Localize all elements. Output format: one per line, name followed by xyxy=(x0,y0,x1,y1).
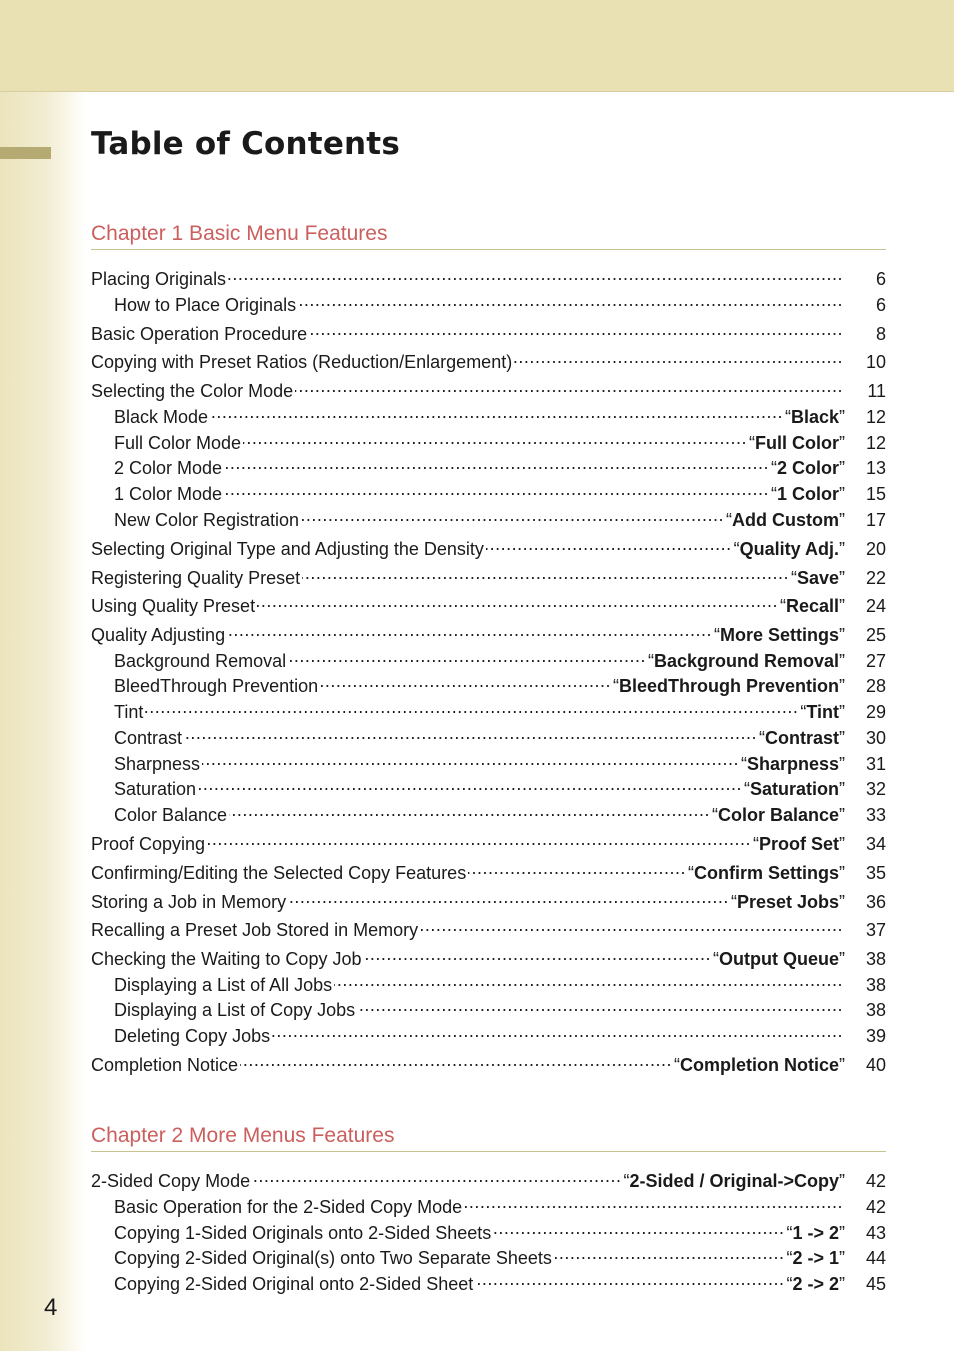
entry-title: Selecting Original Type and Adjusting the Density xyxy=(91,539,484,559)
entry-title: 1 Color Mode xyxy=(114,484,223,504)
header-band xyxy=(0,0,954,92)
dot-leader xyxy=(198,773,742,795)
chapter-heading-1 xyxy=(91,222,886,250)
toc-entry[interactable] xyxy=(91,562,886,588)
entry-page-number: 28 xyxy=(865,676,886,696)
page-number: 4 xyxy=(44,1294,58,1321)
toc-entry[interactable] xyxy=(91,1165,886,1191)
toc-entry[interactable] xyxy=(91,504,886,530)
entry-title: Deleting Copy Jobs xyxy=(114,1026,271,1046)
menu-key: “Add Custom” xyxy=(726,510,845,530)
dot-leader xyxy=(295,375,843,397)
toc-entry[interactable] xyxy=(91,427,886,453)
entry-title: Confirming/Editing the Selected Copy Features xyxy=(91,863,467,883)
entry-page-number: 36 xyxy=(865,892,886,912)
chapter-heading-2 xyxy=(91,1124,886,1152)
entry-title: 2-Sided Copy Mode xyxy=(91,1171,251,1191)
entry-page-number: 35 xyxy=(865,863,886,883)
entry-title: Black Mode xyxy=(114,407,209,427)
entry-page-number: 29 xyxy=(865,702,886,722)
dot-leader xyxy=(272,1020,843,1042)
menu-key-label: Recall xyxy=(785,596,839,616)
menu-key-label: Output Queue xyxy=(719,949,839,969)
entry-page-number: 38 xyxy=(865,1000,886,1020)
toc-entry[interactable] xyxy=(91,943,886,969)
entry-title: Copying 1-Sided Originals onto 2-Sided Sheets xyxy=(114,1223,492,1243)
menu-key: “Quality Adj.” xyxy=(733,539,845,559)
entry-page-number: 32 xyxy=(865,779,886,799)
entry-title: Saturation xyxy=(114,779,197,799)
entry-page-number: 38 xyxy=(865,975,886,995)
menu-key-label: Sharpness xyxy=(746,754,839,774)
toc-entry[interactable] xyxy=(91,533,886,559)
dot-leader xyxy=(210,401,783,423)
toc-entry[interactable] xyxy=(91,773,886,799)
dot-leader xyxy=(288,645,646,667)
menu-key-label: 2 Color xyxy=(776,458,839,478)
menu-key-label: Save xyxy=(796,568,839,588)
dot-leader xyxy=(302,562,789,584)
dot-leader xyxy=(224,478,769,500)
entry-page-number: 39 xyxy=(865,1026,886,1046)
entry-title: 2 Color Mode xyxy=(114,458,223,478)
menu-key-label: Completion Notice xyxy=(679,1055,839,1075)
entry-title: How to Place Originals xyxy=(114,295,297,315)
menu-key-label: Background Removal xyxy=(653,651,839,671)
dot-leader xyxy=(184,722,757,744)
menu-key: “More Settings” xyxy=(713,625,845,645)
entry-title: Basic Operation for the 2-Sided Copy Mode xyxy=(114,1197,463,1217)
menu-key: “2 Color” xyxy=(770,458,845,478)
menu-key-label: Quality Adj. xyxy=(739,539,839,559)
entry-title: Copying with Preset Ratios (Reduction/Enlargement) xyxy=(91,352,513,372)
menu-key-label: Contrast xyxy=(764,728,839,748)
toc-entry[interactable] xyxy=(91,696,886,722)
entry-title: Placing Originals xyxy=(91,269,227,289)
entry-title: Checking the Waiting to Copy Job xyxy=(91,949,362,969)
chapter-title: Chapter 2 More Menus Features xyxy=(91,1124,395,1147)
entry-title: Recalling a Preset Job Stored in Memory xyxy=(91,920,419,940)
menu-key: “Save” xyxy=(790,568,845,588)
menu-key-label: More Settings xyxy=(719,625,839,645)
entry-page-number: 44 xyxy=(865,1248,886,1268)
toc-entry[interactable] xyxy=(91,670,886,696)
menu-key-label: Proof Set xyxy=(758,834,839,854)
menu-key: “Black” xyxy=(784,407,845,427)
toc-entry[interactable] xyxy=(91,1242,886,1268)
toc-entry[interactable] xyxy=(91,748,886,774)
toc-entry[interactable] xyxy=(91,590,886,616)
entry-page-number: 13 xyxy=(865,458,886,478)
entry-page-number: 6 xyxy=(875,295,886,315)
menu-key: “Color Balance” xyxy=(711,805,845,825)
entry-title: Displaying a List of Copy Jobs xyxy=(114,1000,356,1020)
dot-leader xyxy=(298,289,843,311)
dot-leader xyxy=(207,828,751,850)
chapter-title: Chapter 1 Basic Menu Features xyxy=(91,222,388,245)
dot-leader xyxy=(229,799,710,821)
toc-entry[interactable] xyxy=(91,1020,886,1046)
menu-key-label: 2-Sided / Original->Copy xyxy=(629,1171,839,1191)
dot-leader xyxy=(486,533,732,555)
entry-page-number: 42 xyxy=(865,1197,886,1217)
menu-key-label: Preset Jobs xyxy=(736,892,839,912)
menu-key-label: Tint xyxy=(806,702,839,722)
menu-key: “Saturation” xyxy=(743,779,845,799)
dot-leader xyxy=(464,1191,843,1213)
dot-leader xyxy=(554,1242,785,1264)
entry-title: Color Balance xyxy=(114,805,228,825)
toc-entry[interactable] xyxy=(91,857,886,883)
entry-title: Displaying a List of All Jobs xyxy=(114,975,333,995)
entry-page-number: 10 xyxy=(865,352,886,372)
dot-leader xyxy=(240,1049,672,1071)
entry-title: Registering Quality Preset xyxy=(91,568,301,588)
menu-key: “Background Removal” xyxy=(647,651,845,671)
entry-page-number: 17 xyxy=(865,510,886,530)
toc-entry[interactable] xyxy=(91,645,886,671)
dot-leader xyxy=(224,452,769,474)
entry-page-number: 22 xyxy=(865,568,886,588)
entry-page-number: 34 xyxy=(865,834,886,854)
toc-entry[interactable] xyxy=(91,318,886,344)
menu-key: “Preset Jobs” xyxy=(730,892,845,912)
entry-page-number: 45 xyxy=(865,1274,886,1294)
entry-title: Background Removal xyxy=(114,651,287,671)
menu-key: “Output Queue” xyxy=(713,949,845,969)
entry-page-number: 31 xyxy=(865,754,886,774)
entry-page-number: 27 xyxy=(865,651,886,671)
toc-entry[interactable] xyxy=(91,799,886,825)
entry-title: Storing a Job in Memory xyxy=(91,892,287,912)
toc-entry[interactable] xyxy=(91,886,886,912)
entry-title: Contrast xyxy=(114,728,183,748)
dot-leader xyxy=(228,263,843,285)
menu-key-label: Add Custom xyxy=(732,510,839,530)
menu-key-label: Confirm Settings xyxy=(693,863,839,883)
entry-title: BleedThrough Prevention xyxy=(114,676,319,696)
entry-title: Copying 2-Sided Original(s) onto Two Separate Sheets xyxy=(114,1248,552,1268)
title-marker xyxy=(0,147,51,159)
dot-leader xyxy=(468,857,686,879)
dot-leader xyxy=(420,914,843,936)
toc-entry[interactable] xyxy=(91,969,886,995)
entry-page-number: 20 xyxy=(865,539,886,559)
toc-entry[interactable] xyxy=(91,478,886,504)
entry-page-number: 15 xyxy=(865,484,886,504)
entry-title: Proof Copying xyxy=(91,834,206,854)
toc-entry[interactable] xyxy=(91,1049,886,1075)
menu-key: “Completion Notice” xyxy=(673,1055,845,1075)
dot-leader xyxy=(493,1217,784,1239)
entry-title: Full Color Mode xyxy=(114,433,242,453)
toc-entry[interactable] xyxy=(91,1268,886,1294)
toc-entry[interactable] xyxy=(91,828,886,854)
entry-page-number: 12 xyxy=(865,407,886,427)
menu-key: “2 -> 2” xyxy=(786,1274,845,1294)
dot-leader xyxy=(475,1268,784,1290)
entry-page-number: 12 xyxy=(865,433,886,453)
menu-key-label: 2 -> 2 xyxy=(792,1274,839,1294)
side-band xyxy=(0,92,86,1351)
entry-page-number: 24 xyxy=(865,596,886,616)
dot-leader xyxy=(301,504,724,526)
menu-key: “Confirm Settings” xyxy=(687,863,845,883)
toc-entry[interactable] xyxy=(91,994,886,1020)
dot-leader xyxy=(334,969,843,991)
dot-leader xyxy=(288,886,729,908)
entry-title: Tint xyxy=(114,702,144,722)
entry-page-number: 40 xyxy=(865,1055,886,1075)
menu-key: “Contrast” xyxy=(758,728,845,748)
toc-entry[interactable] xyxy=(91,619,886,645)
toc-entry[interactable] xyxy=(91,1217,886,1243)
menu-key: “Tint” xyxy=(800,702,845,722)
menu-key: “2 -> 1” xyxy=(786,1248,845,1268)
menu-key: “1 Color” xyxy=(770,484,845,504)
toc-entry[interactable] xyxy=(91,1191,886,1217)
entry-page-number: 43 xyxy=(865,1223,886,1243)
menu-key: “Full Color” xyxy=(749,433,845,453)
entry-title: Using Quality Preset xyxy=(91,596,256,616)
dot-leader xyxy=(257,590,778,612)
toc-entry[interactable] xyxy=(91,452,886,478)
menu-key: “2-Sided / Original->Copy” xyxy=(623,1171,845,1191)
entry-title: New Color Registration xyxy=(114,510,300,530)
dot-leader xyxy=(243,427,747,449)
dot-leader xyxy=(145,696,798,718)
dot-leader xyxy=(202,748,739,770)
entry-page-number: 37 xyxy=(865,920,886,940)
menu-key-label: 1 Color xyxy=(776,484,839,504)
dot-leader xyxy=(320,670,611,692)
dot-leader xyxy=(363,943,711,965)
menu-key: “Proof Set” xyxy=(752,834,845,854)
toc-entry[interactable] xyxy=(91,914,886,940)
menu-key-label: 1 -> 2 xyxy=(792,1223,839,1243)
page-title: Table of Contents xyxy=(91,126,400,162)
entry-page-number: 25 xyxy=(865,625,886,645)
toc-entry[interactable] xyxy=(91,375,886,401)
entry-page-number: 42 xyxy=(865,1171,886,1191)
menu-key-label: Saturation xyxy=(749,779,839,799)
entry-title: Copying 2-Sided Original onto 2-Sided Sheet xyxy=(114,1274,474,1294)
toc-entry[interactable] xyxy=(91,722,886,748)
entry-title: Quality Adjusting xyxy=(91,625,226,645)
entry-page-number: 38 xyxy=(865,949,886,969)
dot-leader xyxy=(357,994,843,1016)
dot-leader xyxy=(252,1165,621,1187)
menu-key-label: Black xyxy=(790,407,839,427)
entry-title: Selecting the Color Mode xyxy=(91,381,294,401)
entry-title: Sharpness xyxy=(114,754,201,774)
toc-entry[interactable] xyxy=(91,346,886,372)
entry-title: Completion Notice xyxy=(91,1055,239,1075)
menu-key-label: Color Balance xyxy=(717,805,839,825)
toc-entry[interactable] xyxy=(91,263,886,289)
entry-page-number: 8 xyxy=(875,324,886,344)
entry-title: Basic Operation Procedure xyxy=(91,324,308,344)
dot-leader xyxy=(514,346,843,368)
menu-key: “1 -> 2” xyxy=(786,1223,845,1243)
entry-page-number: 30 xyxy=(865,728,886,748)
dot-leader xyxy=(309,318,843,340)
menu-key: “BleedThrough Prevention” xyxy=(612,676,845,696)
entry-page-number: 11 xyxy=(867,381,886,401)
menu-key-label: BleedThrough Prevention xyxy=(618,676,839,696)
menu-key-label: 2 -> 1 xyxy=(792,1248,839,1268)
toc-entry[interactable] xyxy=(91,401,886,427)
entry-page-number: 6 xyxy=(875,269,886,289)
menu-key-label: Full Color xyxy=(755,433,839,453)
entry-page-number: 33 xyxy=(865,805,886,825)
dot-leader xyxy=(227,619,712,641)
menu-key: “Recall” xyxy=(779,596,845,616)
toc-entry[interactable] xyxy=(91,289,886,315)
menu-key: “Sharpness” xyxy=(740,754,845,774)
